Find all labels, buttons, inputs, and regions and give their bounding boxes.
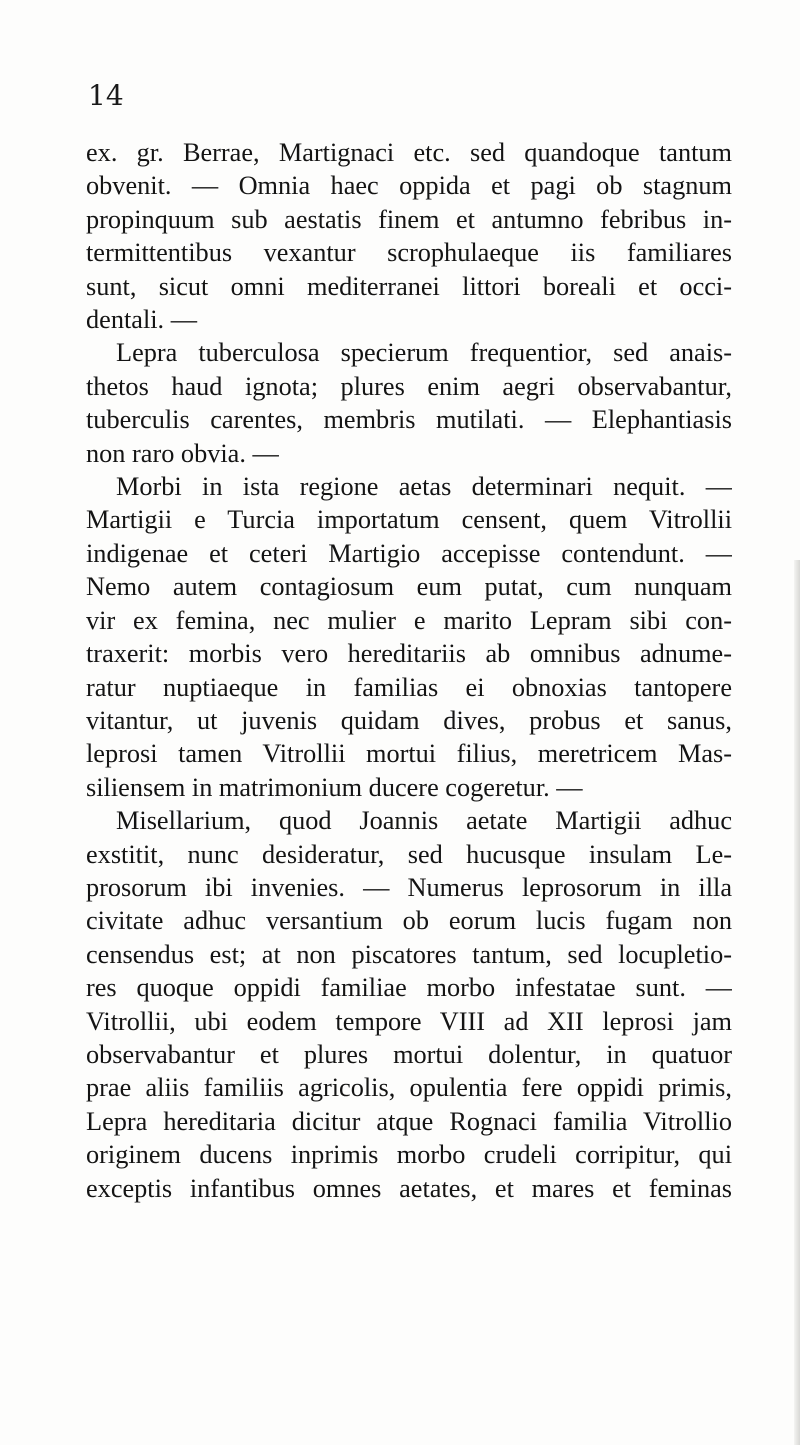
text-line: prosorum ibi invenies. — Numerus leprosorum in illa — [86, 872, 732, 902]
page-edge-shadow — [794, 560, 800, 1445]
text-line: non raro obvia. — — [86, 438, 279, 468]
text-line: traxerit: morbis vero hereditariis ab omnibus adnume- — [86, 639, 732, 669]
text-line: exceptis infantibus omnes aetates, et mares et feminas — [86, 1173, 732, 1203]
text-line: res quoque oppidi familiae morbo infestatae sunt. — — [86, 973, 732, 1003]
text-line: Martigii e Turcia importatum censent, quem Vitrollii — [86, 505, 732, 535]
text-line: vitantur, ut juvenis quidam dives, probus et sanus, — [86, 705, 732, 735]
body-text — [86, 136, 732, 1205]
text-line: prae aliis familiis agricolis, opulentia fere oppidi primis, — [86, 1073, 732, 1103]
text-line: propinquum sub aestatis finem et antumno febribus in- — [86, 204, 732, 234]
text-line: ratur nuptiaeque in familias ei obnoxias tantopere — [86, 672, 732, 702]
text-line: censendus est; at non piscatores tantum, sed locupletio- — [86, 939, 732, 969]
text-line: dentali. — — [86, 305, 198, 335]
text-line: originem ducens inprimis morbo crudeli corripitur, qui — [86, 1140, 732, 1170]
text-line: termittentibus vexantur scrophulaeque iis familiares — [86, 238, 732, 268]
text-line: Lepra hereditaria dicitur atque Rognaci familia Vitrollio — [86, 1106, 732, 1136]
paragraph-start-line: Morbi in ista regione aetas determinari nequit. — — [116, 472, 732, 502]
text-line: sunt, sicut omni mediterranei littori boreali et occi- — [86, 271, 732, 301]
text-line: Nemo autem contagiosum eum putat, cum nunquam — [86, 572, 732, 602]
text-line: exstitit, nunc desideratur, sed hucusque insulam Le- — [86, 839, 732, 869]
text-line: obvenit. — Omnia haec oppida et pagi ob stagnum — [86, 171, 732, 201]
paragraph-start-line: Lepra tuberculosa specierum frequentior, sed anais- — [116, 338, 732, 368]
page-number: 14 — [88, 79, 124, 112]
paragraph-start-line: Misellarium, quod Joannis aetate Martigii adhuc — [116, 806, 732, 836]
text-line: Vitrollii, ubi eodem tempore VIII ad XII leprosi jam — [86, 1006, 732, 1036]
text-line: siliensem in matrimonium ducere cogeretur. — — [86, 772, 583, 802]
text-line: indigenae et ceteri Martigio accepisse contendunt. — — [86, 538, 732, 568]
text-line: vir ex femina, nec mulier e marito Lepram sibi con- — [86, 605, 732, 635]
text-line: observabantur et plures mortui dolentur, in quatuor — [86, 1039, 732, 1069]
text-line: civitate adhuc versantium ob eorum lucis fugam non — [86, 906, 732, 936]
text-line: leprosi tamen Vitrollii mortui filius, meretricem Mas- — [86, 739, 732, 769]
text-line: ex. gr. Berrae, Martignaci etc. sed quandoque tantum — [86, 138, 732, 167]
text-line: thetos haud ignota; plures enim aegri observabantur, — [86, 371, 732, 401]
text-line: tuberculis carentes, membris mutilati. — Elephantiasis — [86, 405, 732, 435]
